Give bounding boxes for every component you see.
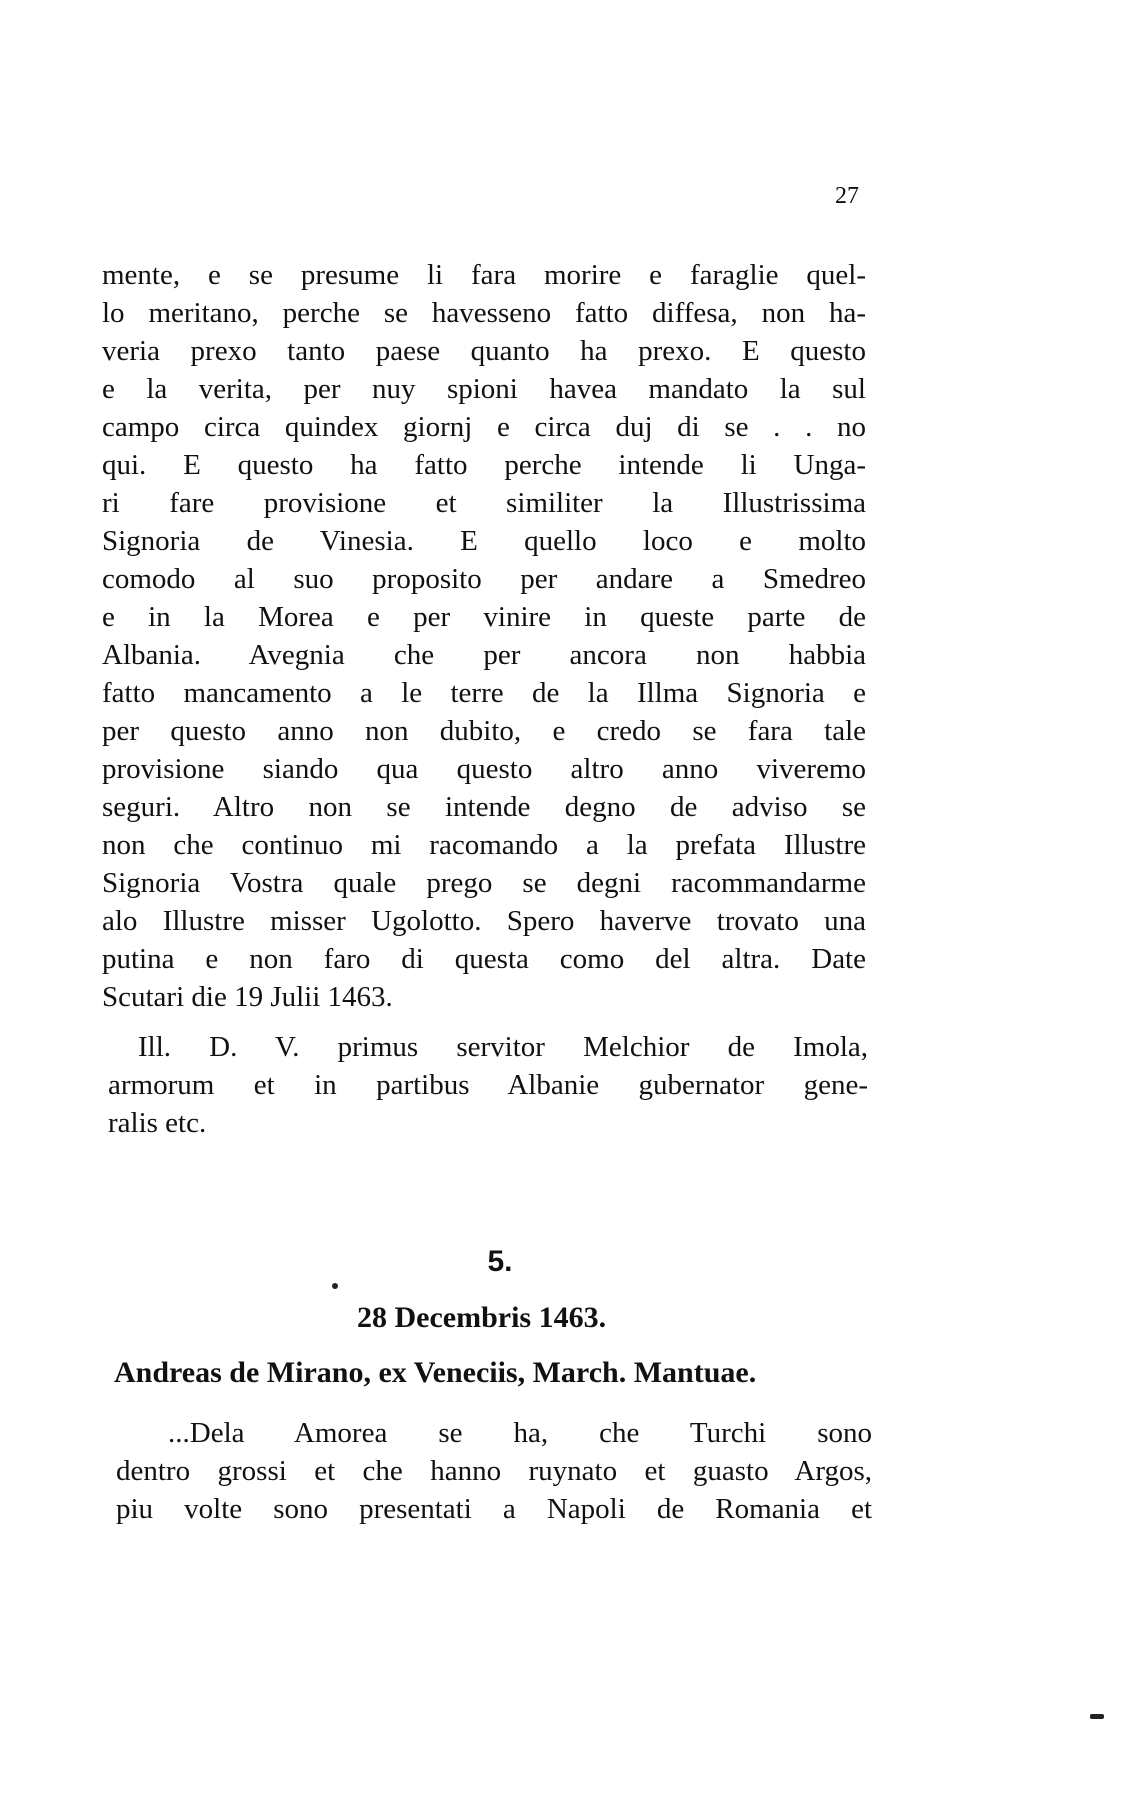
text-line: e la verita, per nuy spioni havea mandato la sul (102, 373, 866, 405)
text-line: seguri. Altro non se intende degno de adviso se (102, 791, 866, 823)
document-number: 5. (487, 1245, 513, 1278)
text-line: Signoria de Vinesia. E quello loco e molto (102, 525, 866, 557)
text-line: non che continuo mi racomando a la prefata Illustre (102, 829, 866, 861)
text-line: piu volte sono presentati a Napoli de Romania et (116, 1493, 872, 1525)
text-line: alo Illustre misser Ugolotto. Spero haverve trovato una (102, 905, 866, 937)
text-line: comodo al suo proposito per andare a Smedreo (102, 563, 866, 595)
text-line: qui. E questo ha fatto perche intende li Unga- (102, 449, 866, 481)
text-line: Signoria Vostra quale prego se degni racommandarme (102, 867, 866, 899)
text-line: ri fare provisione et similiter la Illustrissima (102, 487, 866, 519)
text-line: fatto mancamento a le terre de la Illma Signoria e (102, 677, 866, 709)
signature-line: ralis etc. (108, 1107, 207, 1139)
text-line: ...Dela Amorea se ha, che Turchi sono (168, 1417, 872, 1449)
text-line: putina e non faro di questa como del altra. Date (102, 943, 866, 975)
signature-line: Ill. D. V. primus servitor Melchior de Imola, (138, 1031, 868, 1063)
text-line: per questo anno non dubito, e credo se fara tale (102, 715, 866, 747)
text-line: Albania. Avegnia che per ancora non habbia (102, 639, 866, 671)
text-line: e in la Morea e per vinire in queste parte de (102, 601, 866, 633)
document-header: Andreas de Mirano, ex Veneciis, March. Mantuae. (114, 1356, 757, 1389)
text-line: Scutari die 19 Julii 1463. (102, 981, 393, 1013)
text-line: dentro grossi et che hanno ruynato et guasto Argos, (116, 1455, 872, 1487)
signature-line: armorum et in partibus Albanie gubernator gene- (108, 1069, 868, 1101)
text-line: campo circa quindex giornj e circa duj di se . . no (102, 411, 866, 443)
text-line: provisione siando qua questo altro anno viveremo (102, 753, 866, 785)
print-speck (332, 1283, 338, 1289)
print-speck (1090, 1714, 1104, 1719)
text-line: lo meritano, perche se havesseno fatto diffesa, non ha- (102, 297, 866, 329)
text-line: mente, e se presume li fara morire e faraglie quel- (102, 259, 866, 291)
page-number: 27 (835, 183, 859, 209)
document-date: 28 Decembris 1463. (357, 1301, 607, 1334)
text-line: veria prexo tanto paese quanto ha prexo. E questo (102, 335, 866, 367)
